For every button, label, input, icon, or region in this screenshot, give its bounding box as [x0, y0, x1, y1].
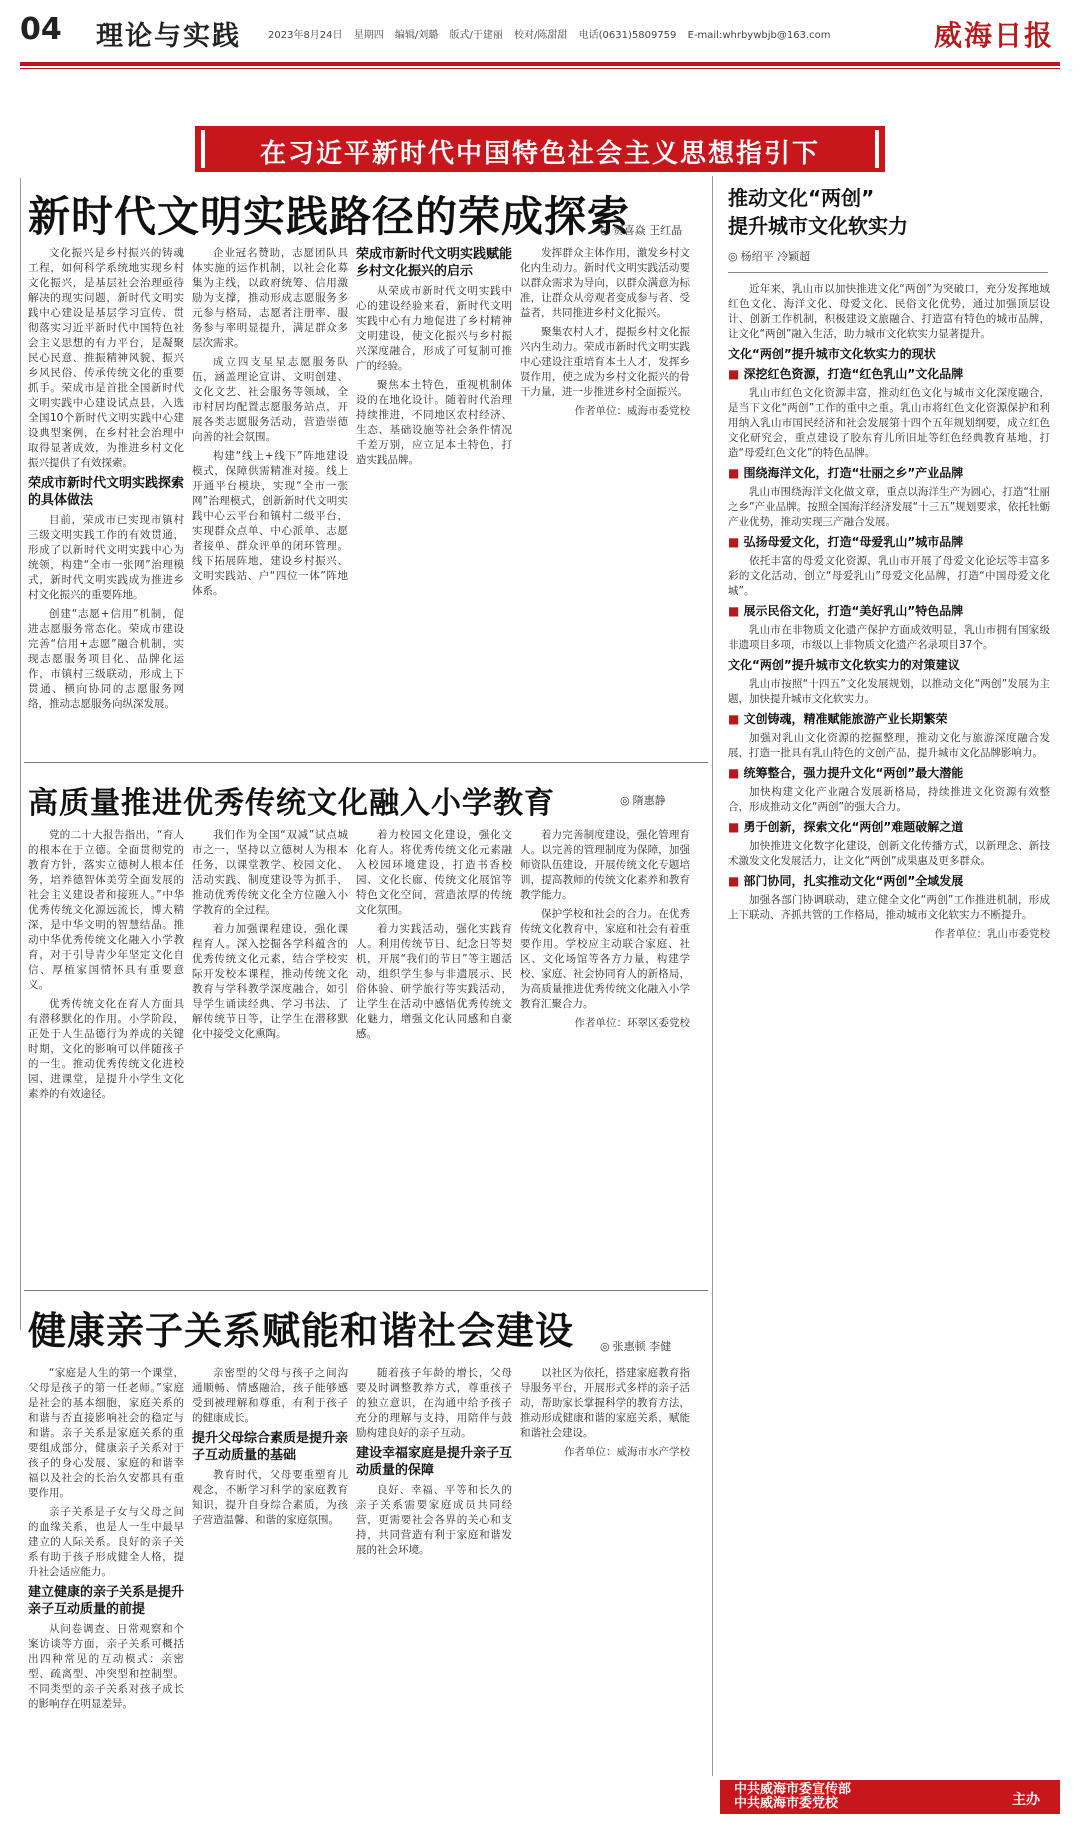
article1-para: 目前，荣成市已实现市镇村三级文明实践工作的有效贯通，形成了以新时代文明实践中心为统领，构建“全市一张网”治理模式，新时代文明实践成为推进乡村文化振兴的重要阵地。 [28, 514, 184, 601]
sidebar-para: 依托丰富的母爱文化资源，乳山市开展了母爱文化论坛等丰富多彩的文化活动，创立“母爱乳山”母爱文化品牌，打造“中国母爱文化城”。 [728, 555, 1050, 597]
phone: 电话(0631)5809759 [578, 30, 677, 41]
editor: 编辑/刘璐 [394, 30, 439, 41]
sidebar-intro: 近年来，乳山市以加快推进文化“两创”为突破口，充分发挥地域红色文化、海洋文化、母爱文化、民俗文化优势，通过加强顶层设计、创新工作机制，积极建设文旅融合、打造富有特色的城市品牌，让文化“两创”融入生活，助力城市文化软实力显著提升。 [728, 283, 1050, 340]
article3-subhead3: 建设幸福家庭是提升亲子互动质量的保障 [356, 1446, 512, 1478]
sidebar-body [728, 282, 1050, 1772]
sidebar-rule [728, 272, 1048, 273]
article2-col4 [520, 828, 690, 1282]
sidebar-subhead1: 文化“两创”提升城市文化软实力的现状 [728, 347, 936, 361]
article-divider [24, 1290, 708, 1291]
article2-para: 我们作为全国“双减”试点城市之一，坚持以立德树人为根本任务，以课堂教学、校园文化、活动实践、制度建设等为抓手，推动优秀传统文化全方位融入小学教育的全过程。 [192, 829, 348, 916]
sidebar-para: 加快推进文化数字化建设，创新文化传播方式，以新理念、新技术激发文化发展活力，让文化“两创”成果惠及更多群众。 [728, 840, 1050, 867]
article2-para: 着力完善制度建设，强化管理育人。以完善的管理制度为保障，加强师资队伍建设，开展传统文化专题培训，提高教师的传统文化素养和教育教学能力。 [520, 829, 690, 901]
article2-para: 着力加强课程建设，强化课程育人。深入挖掘各学科蕴含的优秀传统文化元素，结合学校实际开发校本课程，推动传统文化教育与学科教学深度融合，如引导学生诵读经典、学习书法、了解传统节日等，让学生在潜移默化中接受文化熏陶。 [192, 923, 348, 1040]
issue-meta [268, 26, 838, 41]
article3-subhead1: 建立健康的亲子关系是提升亲子互动质量的前提 [28, 1585, 184, 1617]
article2-col3 [356, 828, 512, 1282]
article1-para: 从荣成市新时代文明实践中心的建设经验来看，新时代文明实践中心有力地促进了乡村精神文明建设，使文化振兴与乡村振兴深度融合，形成了可复制可推广的经验。 [356, 285, 512, 372]
sidebar-point: ■ 弘扬母爱文化，打造“母爱乳山”城市品牌 [728, 534, 1050, 550]
article1-col2 [192, 246, 348, 754]
article1-para: 聚焦本土特色，重视机制体设的在地化设计。随着时代治理持续推进，不同地区农村经济、生态、基础设施等社会条件情况千差万别，应立足本土特色，打造实践品牌。 [356, 379, 512, 466]
article3-subhead2: 提升父母综合素质是提升亲子互动质量的基础 [192, 1431, 348, 1463]
sidebar-byline: ◎ 杨绍平 冷颖超 [728, 248, 810, 264]
article2-para: 着力校园文化建设，强化文化育人。将优秀传统文化元素融入校园环境建设，打造书香校园、文化长廊、传统文化展馆等特色文化空间，营造浓厚的传统文化氛围。 [356, 829, 512, 916]
article2-title: 高质量推进优秀传统文化融入小学教育 [28, 786, 555, 821]
article3-para: 随着孩子年龄的增长，父母要及时调整教养方式，尊重孩子的独立意识，在沟通中给予孩子充分的理解与支持，用陪伴与鼓励构建良好的亲子互动。 [356, 1367, 512, 1439]
header-rule [20, 62, 1060, 66]
sponsor-line2: 中共威海市委党校 [734, 1796, 839, 1811]
article2-para: 着力实践活动，强化实践育人。利用传统节日、纪念日等契机，开展“我们的节日”等主题活动，组织学生参与非遗展示、民俗体验、研学旅行等实践活动，让学生在活动中感悟优秀传统文化魅力，增强文化认同感和自豪感。 [356, 923, 512, 1040]
article1-para: 企业冠名赞助，志愿团队具体实施的运作机制，以社会化募集为主线，以政府统筹、信用激励为支撑，推动形成志愿服务多元参与格局，志愿者注册率、服务参与率明显提升，满足群众多层次需求。 [192, 247, 348, 349]
newspaper-logo: 威海日报 [933, 19, 1054, 52]
article2-para: 党的二十大报告指出，“育人的根本在于立德。全面贯彻党的教育方针，落实立德树人根本任务，培养德智体美劳全面发展的社会主义建设者和接班人。”中华优秀传统文化源远流长，博大精深，是中华文明的智慧结晶。推动中华优秀传统文化融入小学教育，对于引导青少年坚定文化自信、厚植家国情怀具有重要意义。 [28, 829, 184, 991]
sidebar-point: ■ 围绕海洋文化，打造“壮丽之乡”产业品牌 [728, 465, 1050, 481]
banner-text: 在习近平新时代中国特色社会主义思想指引下 [259, 139, 820, 169]
article2-para: 优秀传统文化在育人方面具有潜移默化的作用。小学阶段，正处于人生品德行为养成的关键时期，文化的影响可以伴随孩子的一生。推动优秀传统文化进校园、进课堂，是提升小学生文化素养的有效途径。 [28, 998, 184, 1100]
sidebar-point: ■ 展示民俗文化，打造“美好乳山”特色品牌 [728, 603, 1050, 619]
issue-date: 2023年8月24日 [268, 30, 343, 41]
article2-author-unit: 作者单位：环翠区委党校 [574, 1017, 690, 1029]
sidebar-point: ■ 勇于创新，探索文化“两创”难题破解之道 [728, 819, 1050, 835]
article1-col3 [356, 246, 512, 754]
article3-byline: ◎ 张惠顿 李健 [600, 1338, 671, 1354]
section-title: 理论与实践 [96, 21, 241, 52]
header-rule-thin [20, 68, 1060, 69]
sidebar-author-unit: 作者单位：乳山市委党校 [934, 928, 1050, 940]
article3-para: 教育时代，父母要重塑育儿观念，不断学习科学的家庭教育知识，提升自身综合素质，为孩子营造温馨、和谐的家庭氛围。 [192, 1469, 348, 1526]
frame-line [20, 178, 21, 1330]
article1-subhead2: 荣成市新时代文明实践赋能乡村文化振兴的启示 [356, 247, 512, 279]
article2-col1 [28, 828, 184, 1282]
article3-para: 亲子关系是子女与父母之间的血缘关系，也是人一生中最早建立的人际关系。良好的亲子关系有助于孩子形成健全人格，提升社会适应能力。 [28, 1506, 184, 1578]
sidebar-para: 加强各部门协调联动，建立健全文化“两创”工作推进机制，形成上下联动、齐抓共管的工作格局，推动城市文化软实力不断提升。 [728, 894, 1050, 921]
page-number: 04 [20, 12, 62, 47]
sidebar-title [728, 184, 908, 240]
sponsor-role: 主办 [1012, 1792, 1040, 1808]
issue-weekday: 星期四 [353, 30, 384, 41]
article3-col1 [28, 1366, 184, 1810]
article-divider [24, 762, 708, 763]
article1-para: 构建“线上+线下”阵地建设模式，保障供需精准对接。线上开通平台模块，实现“全市一张网”治理模式，创新新时代文明实践中心云平台和镇村二级平台，实现群众点单、中心派单、志愿者接单、群众评单的闭环管理。线下拓展阵地，建设乡村振兴、文明实践站、户“四位一体”阵地体系。 [192, 450, 348, 597]
sidebar-point: ■ 统筹整合，强力提升文化“两创”最大潜能 [728, 765, 1050, 781]
article1-para: 发挥群众主体作用，激发乡村文化内生动力。新时代文明实践活动要以群众需求为导向，以群众满意为标准，让群众从旁观者变成参与者、受益者，共同推进乡村文化振兴。 [520, 247, 690, 319]
article1-subhead1: 荣成市新时代文明实践探索的具体做法 [28, 476, 184, 508]
article3-col2 [192, 1366, 348, 1810]
article1-byline: ◎ 贺喜焱 王红晶 [600, 222, 682, 238]
article3-para: 亲密型的父母与孩子之间沟通顺畅、情感融洽，孩子能够感受到被理解和尊重，有利于孩子的健康成长。 [192, 1367, 348, 1424]
article3-para: 从问卷调查、日常观察和个案访谈等方面，亲子关系可概括出四种常见的互动模式：亲密型、疏离型、冲突型和控制型。不同类型的亲子关系对孩子成长的影响存在明显差异。 [28, 1623, 184, 1710]
article3-author-unit: 作者单位：威海市水产学校 [564, 1446, 690, 1458]
sponsor-box [720, 1780, 1060, 1814]
sidebar-divider [712, 176, 713, 1776]
sidebar-para: 乳山市围绕海洋文化做文章，重点以海洋生产为圆心，打造“壮丽之乡”产业品牌。按照全国海洋经济发展“十三五”规划要求，依托牡蛎产业优势，推动实现三产融合发展。 [728, 486, 1050, 528]
sidebar-para: 乳山市按照“十四五”文化发展规划，以推动文化“两创”发展为主题，加快提升城市文化软实力。 [728, 678, 1050, 705]
sidebar-point: ■ 文创铸魂，精准赋能旅游产业长期繁荣 [728, 711, 1050, 727]
masthead [0, 0, 1080, 72]
sidebar-title-line2: 提升城市文化软实力 [728, 214, 908, 238]
article2-byline: ◎ 隋惠静 [620, 792, 666, 808]
article1-col4 [520, 246, 690, 754]
theme-banner [195, 126, 885, 172]
article2-para: 保护学校和社会的合力。在优秀传统文化教育中，家庭和社会有着重要作用。学校应主动联合家庭、社区、文化场馆等各方力量，构建学校、家庭、社会协同育人的新格局，为高质量推进优秀传统文化融入小学教育汇聚合力。 [520, 908, 690, 1010]
article3-para: 以社区为依托，搭建家庭教育指导服务平台，开展形式多样的亲子活动，帮助家长掌握科学的教育方法，推动形成健康和谐的家庭关系，赋能和谐社会建设。 [520, 1367, 690, 1439]
article1-author-unit: 作者单位：威海市委党校 [574, 405, 690, 417]
article3-col4 [520, 1366, 690, 1810]
sidebar-point: ■ 部门协同，扎实推动文化“两创”全域发展 [728, 873, 1050, 889]
email: E-mail:whrbywbjb@163.com [687, 30, 831, 41]
sponsor-names [734, 1783, 851, 1811]
article3-col3 [356, 1366, 512, 1810]
sidebar-para: 加强对乳山文化资源的挖掘整理，推动文化与旅游深度融合发展，打造一批具有乳山特色的文创产品，提升城市文化品牌影响力。 [728, 732, 1050, 759]
sidebar-para: 乳山市在非物质文化遗产保护方面成效明显，乳山市拥有国家级非遗项目多项，市级以上非物质文化遗产名录项目37个。 [728, 624, 1050, 651]
proofreader: 校对/陈甜甜 [514, 30, 568, 41]
article1-lead: 文化振兴是乡村振兴的铸魂工程，如何科学系统地实现乡村文化振兴，是基层社会治理亟待解决的现实问题，新时代文明实践中心建设是基层学习宣传、贯彻落实习近平新时代中国特色社会主义思想的有力平台，是凝聚民心民意、推振精神风貌、振兴乡风民俗、传承传统文化的重要抓手。荣成市是首批全国新时代文明实践中心建设试点县，入选全国10个新时代文明实践中心建设典型案例，在乡村社会治理中取得显著成效，为推进乡村文化振兴提供了有效探索。 [28, 247, 184, 469]
article1-title: 新时代文明实践路径的荣成探索 [28, 192, 631, 241]
sidebar-title-line1: 推动文化“两创” [728, 186, 875, 210]
article1-para: 聚集农村人才，提振乡村文化振兴内生动力。荣成市新时代文明实践中心建设注重培育本土人才，发挥乡贤作用，使之成为乡村文化振兴的骨干力量，进一步推进乡村全面振兴。 [520, 326, 690, 398]
sidebar-para: 加快构建文化产业融合发展新格局，持续推进文化资源有效整合，形成推动文化“两创”的强大合力。 [728, 786, 1050, 813]
article3-para: “家庭是人生的第一个课堂，父母是孩子的第一任老师。”家庭是社会的基本细胞，家庭关系的和谐与否直接影响社会的稳定与和谐。亲子关系是家庭关系的重要组成部分，健康亲子关系对于孩子的身心发展、家庭的和谐幸福以及社会的长治久安都具有重要作用。 [28, 1367, 184, 1499]
sidebar-subhead2: 文化“两创”提升城市文化软实力的对策建议 [728, 658, 960, 672]
article3-title: 健康亲子关系赋能和谐社会建设 [28, 1308, 575, 1353]
article1-para: 创建“志愿+信用”机制，促进志愿服务常态化。荣成市建设完善“信用+志愿”融合机制，实现志愿服务项目化、品牌化运作，市镇村三级联动，形成上下贯通、横向协同的志愿服务网络，推动志愿服务向纵深发展。 [28, 608, 184, 710]
article1-para: 成立四支星星志愿服务队伍，涵盖理论宣讲、文明创建、文化文艺、社会服务等领域，全市村居均配置志愿服务站点，开展各类志愿服务活动，营造崇德向善的社会氛围。 [192, 356, 348, 443]
article2-col2 [192, 828, 348, 1282]
designer: 版式/于建丽 [449, 30, 503, 41]
sidebar-para: 乳山市红色文化资源丰富，推动红色文化与城市文化深度融合，是当下文化“两创”工作的重中之重。乳山市将红色文化资源保护和利用纳入乳山市国民经济和社会发展第十四个五年规划纲要，成立红色文化研究会，重点建设了胶东育儿所旧址等红色经典教育基地，打造“母爱红色文化”的特色品牌。 [728, 387, 1050, 459]
sponsor-line1: 中共威海市委宣传部 [734, 1782, 852, 1797]
article3-para: 良好、幸福、平等和长久的亲子关系需要家庭成员共同经营，更需要社会各界的关心和支持，共同营造有利于家庭和谐发展的社会环境。 [356, 1484, 512, 1556]
article1-col1 [28, 246, 184, 754]
sidebar-point: ■ 深挖红色资源，打造“红色乳山”文化品牌 [728, 366, 1050, 382]
